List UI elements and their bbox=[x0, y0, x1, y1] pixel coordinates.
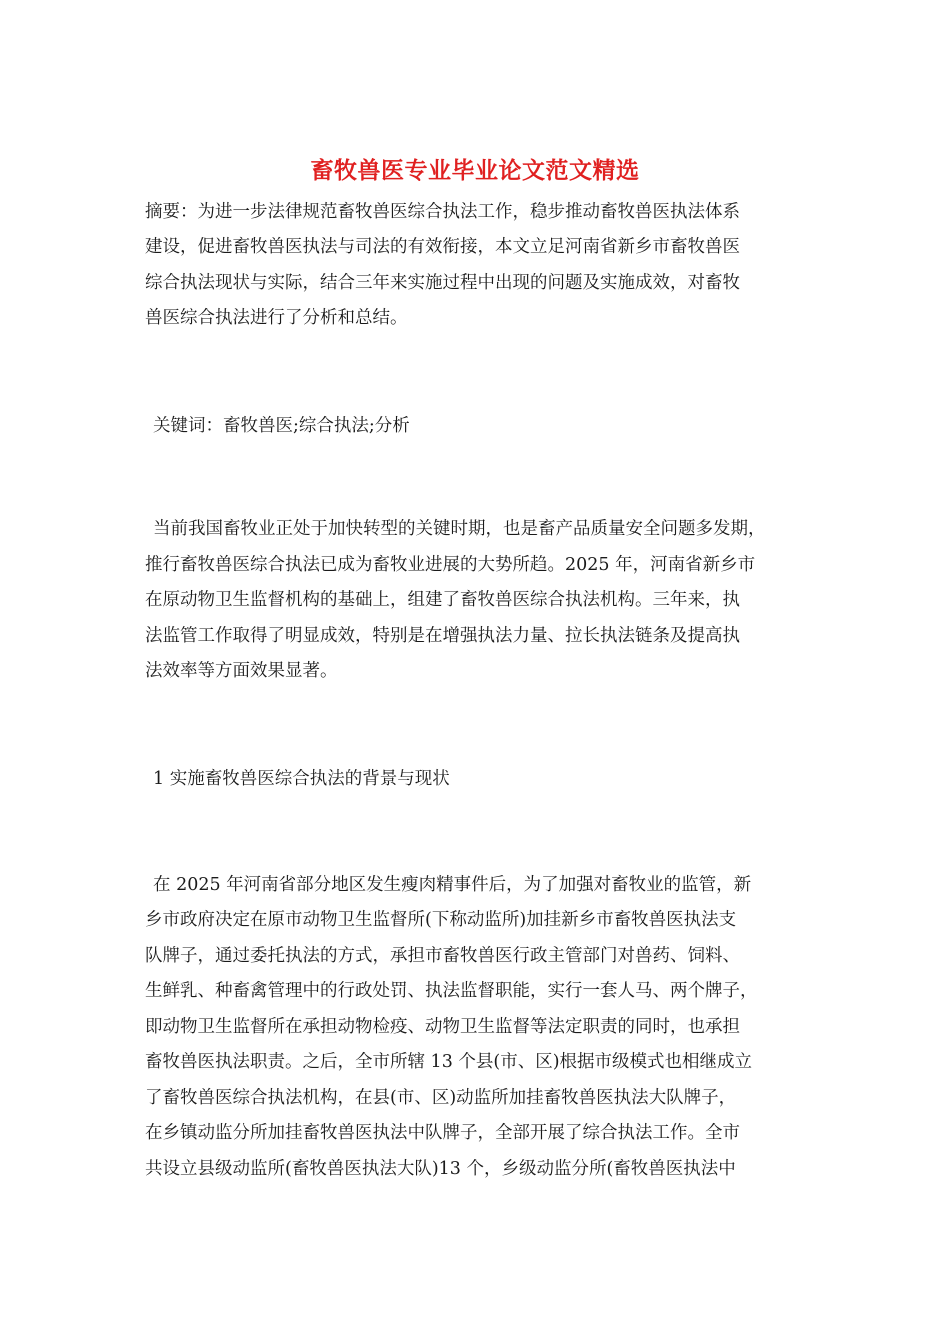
section-line: 队牌子，通过委托执法的方式，承担市畜牧兽医行政主管部门对兽药、饲料、 bbox=[145, 946, 740, 966]
section-line: 乡市政府决定在原市动物卫生监督所(下称动监所)加挂新乡市畜牧兽医执法支 bbox=[145, 910, 737, 930]
intro-line: 在原动物卫生监督机构的基础上，组建了畜牧兽医综合执法机构。三年来，执 bbox=[145, 590, 740, 610]
intro-line: 当前我国畜牧业正处于加快转型的关键时期，也是畜产品质量安全问题多发期， bbox=[153, 519, 766, 539]
keywords-line: 关键词：畜牧兽医;综合执法;分析 bbox=[153, 416, 410, 436]
intro-line: 法效率等方面效果显著。 bbox=[145, 661, 338, 681]
abstract-line: 综合执法现状与实际，结合三年来实施过程中出现的问题及实施成效，对畜牧 bbox=[145, 273, 740, 293]
abstract-line: 建设，促进畜牧兽医执法与司法的有效衔接，本文立足河南省新乡市畜牧兽医 bbox=[145, 237, 740, 257]
document-title: 畜牧兽医专业毕业论文范文精选 bbox=[310, 157, 640, 184]
abstract-line: 兽医综合执法进行了分析和总结。 bbox=[145, 308, 408, 328]
intro-line: 法监管工作取得了明显成效，特别是在增强执法力量、拉长执法链条及提高执 bbox=[145, 626, 740, 646]
section-heading: 1 实施畜牧兽医综合执法的背景与现状 bbox=[153, 769, 450, 789]
section-line: 在乡镇动监分所加挂畜牧兽医执法中队牌子，全部开展了综合执法工作。全市 bbox=[145, 1123, 740, 1143]
intro-line: 推行畜牧兽医综合执法已成为畜牧业进展的大势所趋。2025 年，河南省新乡市 bbox=[145, 555, 756, 575]
section-line: 在 2025 年河南省部分地区发生瘦肉精事件后，为了加强对畜牧业的监管，新 bbox=[153, 875, 752, 895]
section-line: 了畜牧兽医综合执法机构，在县(市、区)动监所加挂畜牧兽医执法大队牌子， bbox=[145, 1088, 737, 1108]
abstract-line: 摘要：为进一步法律规范畜牧兽医综合执法工作，稳步推动畜牧兽医执法体系 bbox=[145, 202, 740, 222]
section-line: 即动物卫生监督所在承担动物检疫、动物卫生监督等法定职责的同时，也承担 bbox=[145, 1017, 740, 1037]
section-line: 畜牧兽医执法职责。之后，全市所辖 13 个县(市、区)根据市级模式也相继成立 bbox=[145, 1052, 753, 1072]
section-line: 共设立县级动监所(畜牧兽医执法大队)13 个，乡级动监分所(畜牧兽医执法中 bbox=[145, 1159, 736, 1179]
section-line: 生鲜乳、种畜禽管理中的行政处罚、执法监督职能，实行一套人马、两个牌子， bbox=[145, 981, 758, 1001]
